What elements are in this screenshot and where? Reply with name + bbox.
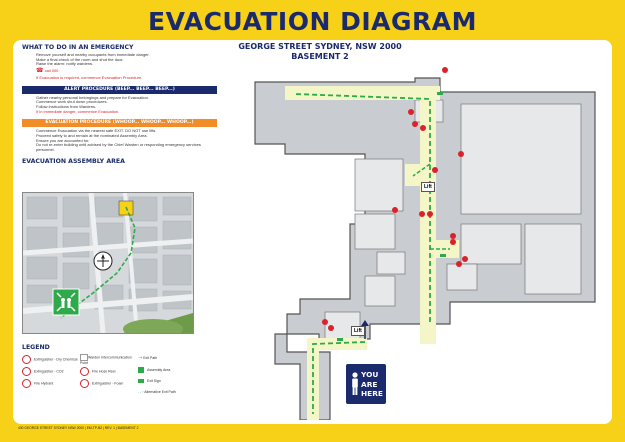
alert-note: If in immediate danger, commence Evacuation. — [36, 108, 120, 114]
emergency-heading: WHAT TO DO IN AN EMERGENCY — [22, 44, 134, 51]
legend — [22, 344, 212, 351]
extinguisher-co2-icon — [22, 367, 31, 376]
you-are-here-line: ARE — [361, 379, 378, 389]
legend-item: Fire Hose Reel — [80, 367, 115, 376]
legend-item: Extinguisher - CO2 — [22, 367, 64, 376]
evacuation-procedure-bar: EVACUATION PROCEDURE (WHOOP... WHOOP... WHOOP...) — [22, 119, 217, 127]
alert-step: Follow instructions from Wardens. — [36, 103, 97, 109]
legend-item: Extinguisher - Dry Chemical — [22, 355, 77, 364]
legend-item: Extinguisher - Foam — [80, 379, 123, 388]
evac-step: Commence Evacuation via the nearest safe EXIT. DO NOT use lifts. — [36, 128, 157, 134]
lift-label: Lift — [421, 182, 435, 192]
legend-heading: LEGEND — [22, 344, 50, 351]
street-map-graphic — [23, 193, 193, 333]
address-subtitle: GEORGE STREET SYDNEY, NSW 2000 — [238, 42, 402, 51]
lift-label: Lift — [351, 326, 365, 336]
hydrant-icon — [22, 379, 31, 388]
extinguisher-foam-icon — [80, 379, 89, 388]
assembly-area-map — [22, 192, 194, 334]
level-subtitle: BASEMENT 2 — [291, 52, 349, 61]
alt-exit-path-icon: - - › — [138, 390, 144, 394]
you-are-here-line: HERE — [361, 389, 383, 398]
legend-item: Warden Intercommunication Point — [80, 355, 132, 365]
alert-step: Gather nearby personal belongings and prepare for Evacuation. — [36, 94, 149, 100]
legend-item: Assembly Area — [138, 367, 170, 373]
assembly-area-icon — [138, 367, 144, 373]
hose-reel-icon — [80, 367, 89, 376]
extinguisher-icon — [22, 355, 31, 364]
emergency-step: Make a final check of the room and shut the door. — [36, 56, 124, 62]
floor-plan-graphic — [225, 64, 610, 420]
person-icon — [351, 372, 359, 396]
procedures-panel — [22, 44, 217, 165]
floor-plan — [225, 64, 610, 420]
you-are-here-line: YOU — [361, 370, 379, 379]
assembly-heading: EVACUATION ASSEMBLY AREA — [22, 157, 125, 165]
legend-item: - - › Alternative Exit Path — [138, 390, 176, 394]
phone-icon: ☎ — [36, 68, 44, 75]
you-are-here-marker — [346, 364, 386, 404]
exit-path-arrow-icon: ⇢ — [138, 355, 143, 361]
legend-item: ⇢ Exit Path — [138, 355, 158, 361]
emergency-note: If Evacuation is required, commence Evacuation Procedure. — [36, 74, 143, 80]
footer-text: 430 GEORGE STREET SYDNEY NSW 2000 | EM-TP-B2 | REV. 1 | BASEMENT 2 — [18, 426, 139, 430]
emergency-step: Remove yourself and nearby occupants from immediate danger. — [36, 52, 150, 57]
evac-step: Ensure you are accounted for. — [36, 137, 90, 143]
alert-step: Commence work shut down procedures. — [36, 99, 108, 105]
exit-sign-icon — [138, 379, 144, 383]
legend-item: Fire Hydrant — [22, 379, 53, 388]
alert-procedure-bar: ALERT PROCEDURE (BEEP... BEEP... BEEP...) — [22, 86, 217, 94]
legend-item: Exit Sign — [138, 379, 161, 383]
evac-step: Do not re-enter building until advised by the Chief Warden or responding emergency services personnel. — [36, 142, 201, 153]
call-number: call 000 — [44, 68, 59, 74]
evac-step: Proceed safely to and remain at the nominated Assembly Area. — [36, 133, 148, 139]
wip-icon — [80, 354, 88, 361]
page-title: EVACUATION DIAGRAM — [148, 7, 477, 36]
emergency-step: Raise the alarm: notify wardens. — [36, 61, 94, 67]
